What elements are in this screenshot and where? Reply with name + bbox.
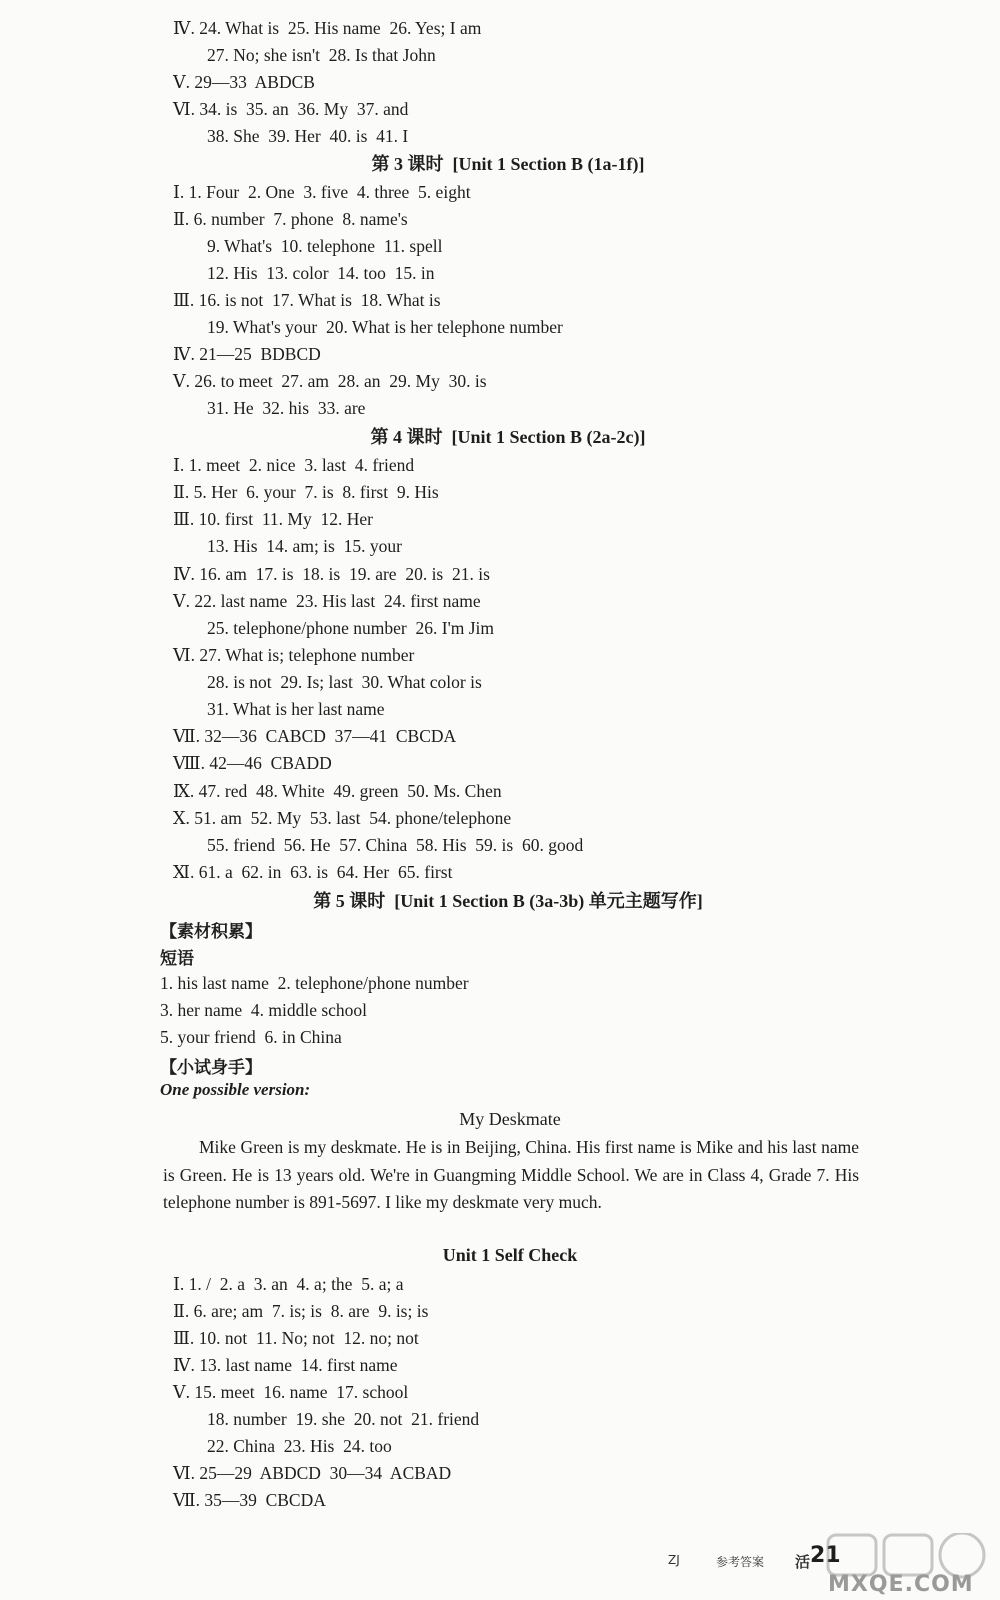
- answer-line: Ⅲ. 10. not 11. No; not 12. no; not: [173, 1328, 419, 1348]
- answer-line: Ⅱ. 5. Her 6. your 7. is 8. first 9. His: [173, 482, 439, 502]
- page-number: 21: [810, 1543, 841, 1568]
- answer-line: 22. China 23. His 24. too: [207, 1436, 392, 1456]
- footer-code: ZJ: [668, 1553, 680, 1567]
- answer-line: Ⅰ. 1. / 2. a 3. an 4. a; the 5. a; a: [173, 1274, 404, 1294]
- essay-text: Mike Green is my deskmate. He is in Beijing, China. His first name is Mike and his last name is Green. He is 13 years old. We're in Guangming Middle School. We are in Class 4, Grade 7. His telephone number is 891-5697. I like my deskmate very much.: [163, 1137, 859, 1212]
- answer-line: Ⅱ. 6. number 7. phone 8. name's: [173, 209, 408, 229]
- essay-paragraph: [163, 1134, 859, 1217]
- answer-line: 18. number 19. she 20. not 21. friend: [207, 1409, 480, 1429]
- watermark-text: MXQE.COM: [828, 1572, 974, 1597]
- answer-line: Ⅸ. 47. red 48. White 49. green 50. Ms. Chen: [173, 781, 502, 801]
- phrases-label: 短语: [160, 949, 194, 969]
- answer-line: 19. What's your 20. What is her telephone number: [207, 317, 563, 337]
- answer-line: 25. telephone/phone number 26. I'm Jim: [207, 618, 494, 638]
- answer-line: Ⅴ. 15. meet 16. name 17. school: [173, 1382, 409, 1402]
- essay-title: My Deskmate: [459, 1109, 561, 1129]
- practice-label: 【小试身手】: [160, 1058, 262, 1078]
- answer-line: Ⅱ. 6. are; am 7. is; is 8. are 9. is; is: [173, 1301, 429, 1321]
- answer-line: 28. is not 29. Is; last 30. What color is: [207, 672, 482, 692]
- answer-line: 9. What's 10. telephone 11. spell: [207, 236, 443, 256]
- answer-line: Ⅵ. 27. What is; telephone number: [173, 645, 415, 665]
- lesson-5-heading: 第 5 课时 [Unit 1 Section B (3a-3b) 单元主题写作]: [313, 891, 703, 911]
- answer-line: 1. his last name 2. telephone/phone number: [160, 973, 469, 993]
- self-check-heading: Unit 1 Self Check: [442, 1245, 578, 1265]
- answer-line: Ⅲ. 16. is not 17. What is 18. What is: [173, 290, 441, 310]
- answer-line: 31. What is her last name: [207, 699, 385, 719]
- answer-line: 3. her name 4. middle school: [160, 1000, 368, 1020]
- answer-line: Ⅲ. 10. first 11. My 12. Her: [173, 509, 373, 529]
- answer-line: Ⅰ. 1. meet 2. nice 3. last 4. friend: [173, 455, 415, 475]
- answer-line: Ⅶ. 35—39 CBCDA: [173, 1490, 326, 1510]
- answer-line: 13. His 14. am; is 15. your: [207, 536, 402, 556]
- answer-line: Ⅳ. 21—25 BDBCD: [173, 344, 321, 364]
- answer-line: 31. He 32. his 33. are: [207, 398, 366, 418]
- lesson-4-heading: 第 4 课时 [Unit 1 Section B (2a-2c)]: [370, 427, 646, 447]
- answer-line: Ⅳ. 16. am 17. is 18. is 19. are 20. is 21. is: [173, 564, 490, 584]
- answer-line: 55. friend 56. He 57. China 58. His 59. is 60. good: [207, 835, 584, 855]
- answer-line: Ⅵ. 34. is 35. an 36. My 37. and: [173, 99, 409, 119]
- answer-line: 5. your friend 6. in China: [160, 1027, 342, 1047]
- footer-section: 参考答案: [716, 1555, 765, 1569]
- answer-line: Ⅹ. 51. am 52. My 53. last 54. phone/telephone: [173, 808, 512, 828]
- material-label: 【素材积累】: [160, 922, 262, 942]
- version-label: One possible version:: [160, 1080, 311, 1099]
- footer-prefix: 活: [795, 1553, 811, 1571]
- answer-line: 38. She 39. Her 40. is 41. I: [207, 126, 409, 146]
- answer-line: Ⅳ. 13. last name 14. first name: [173, 1355, 398, 1375]
- answer-line: 27. No; she isn't 28. Is that John: [207, 45, 436, 65]
- answer-line: Ⅶ. 32—36 CABCD 37—41 CBCDA: [173, 726, 457, 746]
- answer-line: Ⅴ. 22. last name 23. His last 24. first name: [173, 591, 481, 611]
- answer-line: Ⅰ. 1. Four 2. One 3. five 4. three 5. eight: [173, 182, 471, 202]
- answer-line: Ⅴ. 29—33 ABDCB: [173, 72, 315, 92]
- answer-line: Ⅴ. 26. to meet 27. am 28. an 29. My 30. is: [173, 371, 487, 391]
- lesson-3-heading: 第 3 课时 [Unit 1 Section B (1a-1f)]: [371, 154, 645, 174]
- answer-line: 12. His 13. color 14. too 15. in: [207, 263, 435, 283]
- answer-line: Ⅺ. 61. a 62. in 63. is 64. Her 65. first: [173, 862, 453, 882]
- answer-line: Ⅵ. 25—29 ABDCD 30—34 ACBAD: [173, 1463, 452, 1483]
- answer-line: Ⅳ. 24. What is 25. His name 26. Yes; I am: [173, 18, 482, 38]
- answer-line: Ⅷ. 42—46 CBADD: [173, 753, 332, 773]
